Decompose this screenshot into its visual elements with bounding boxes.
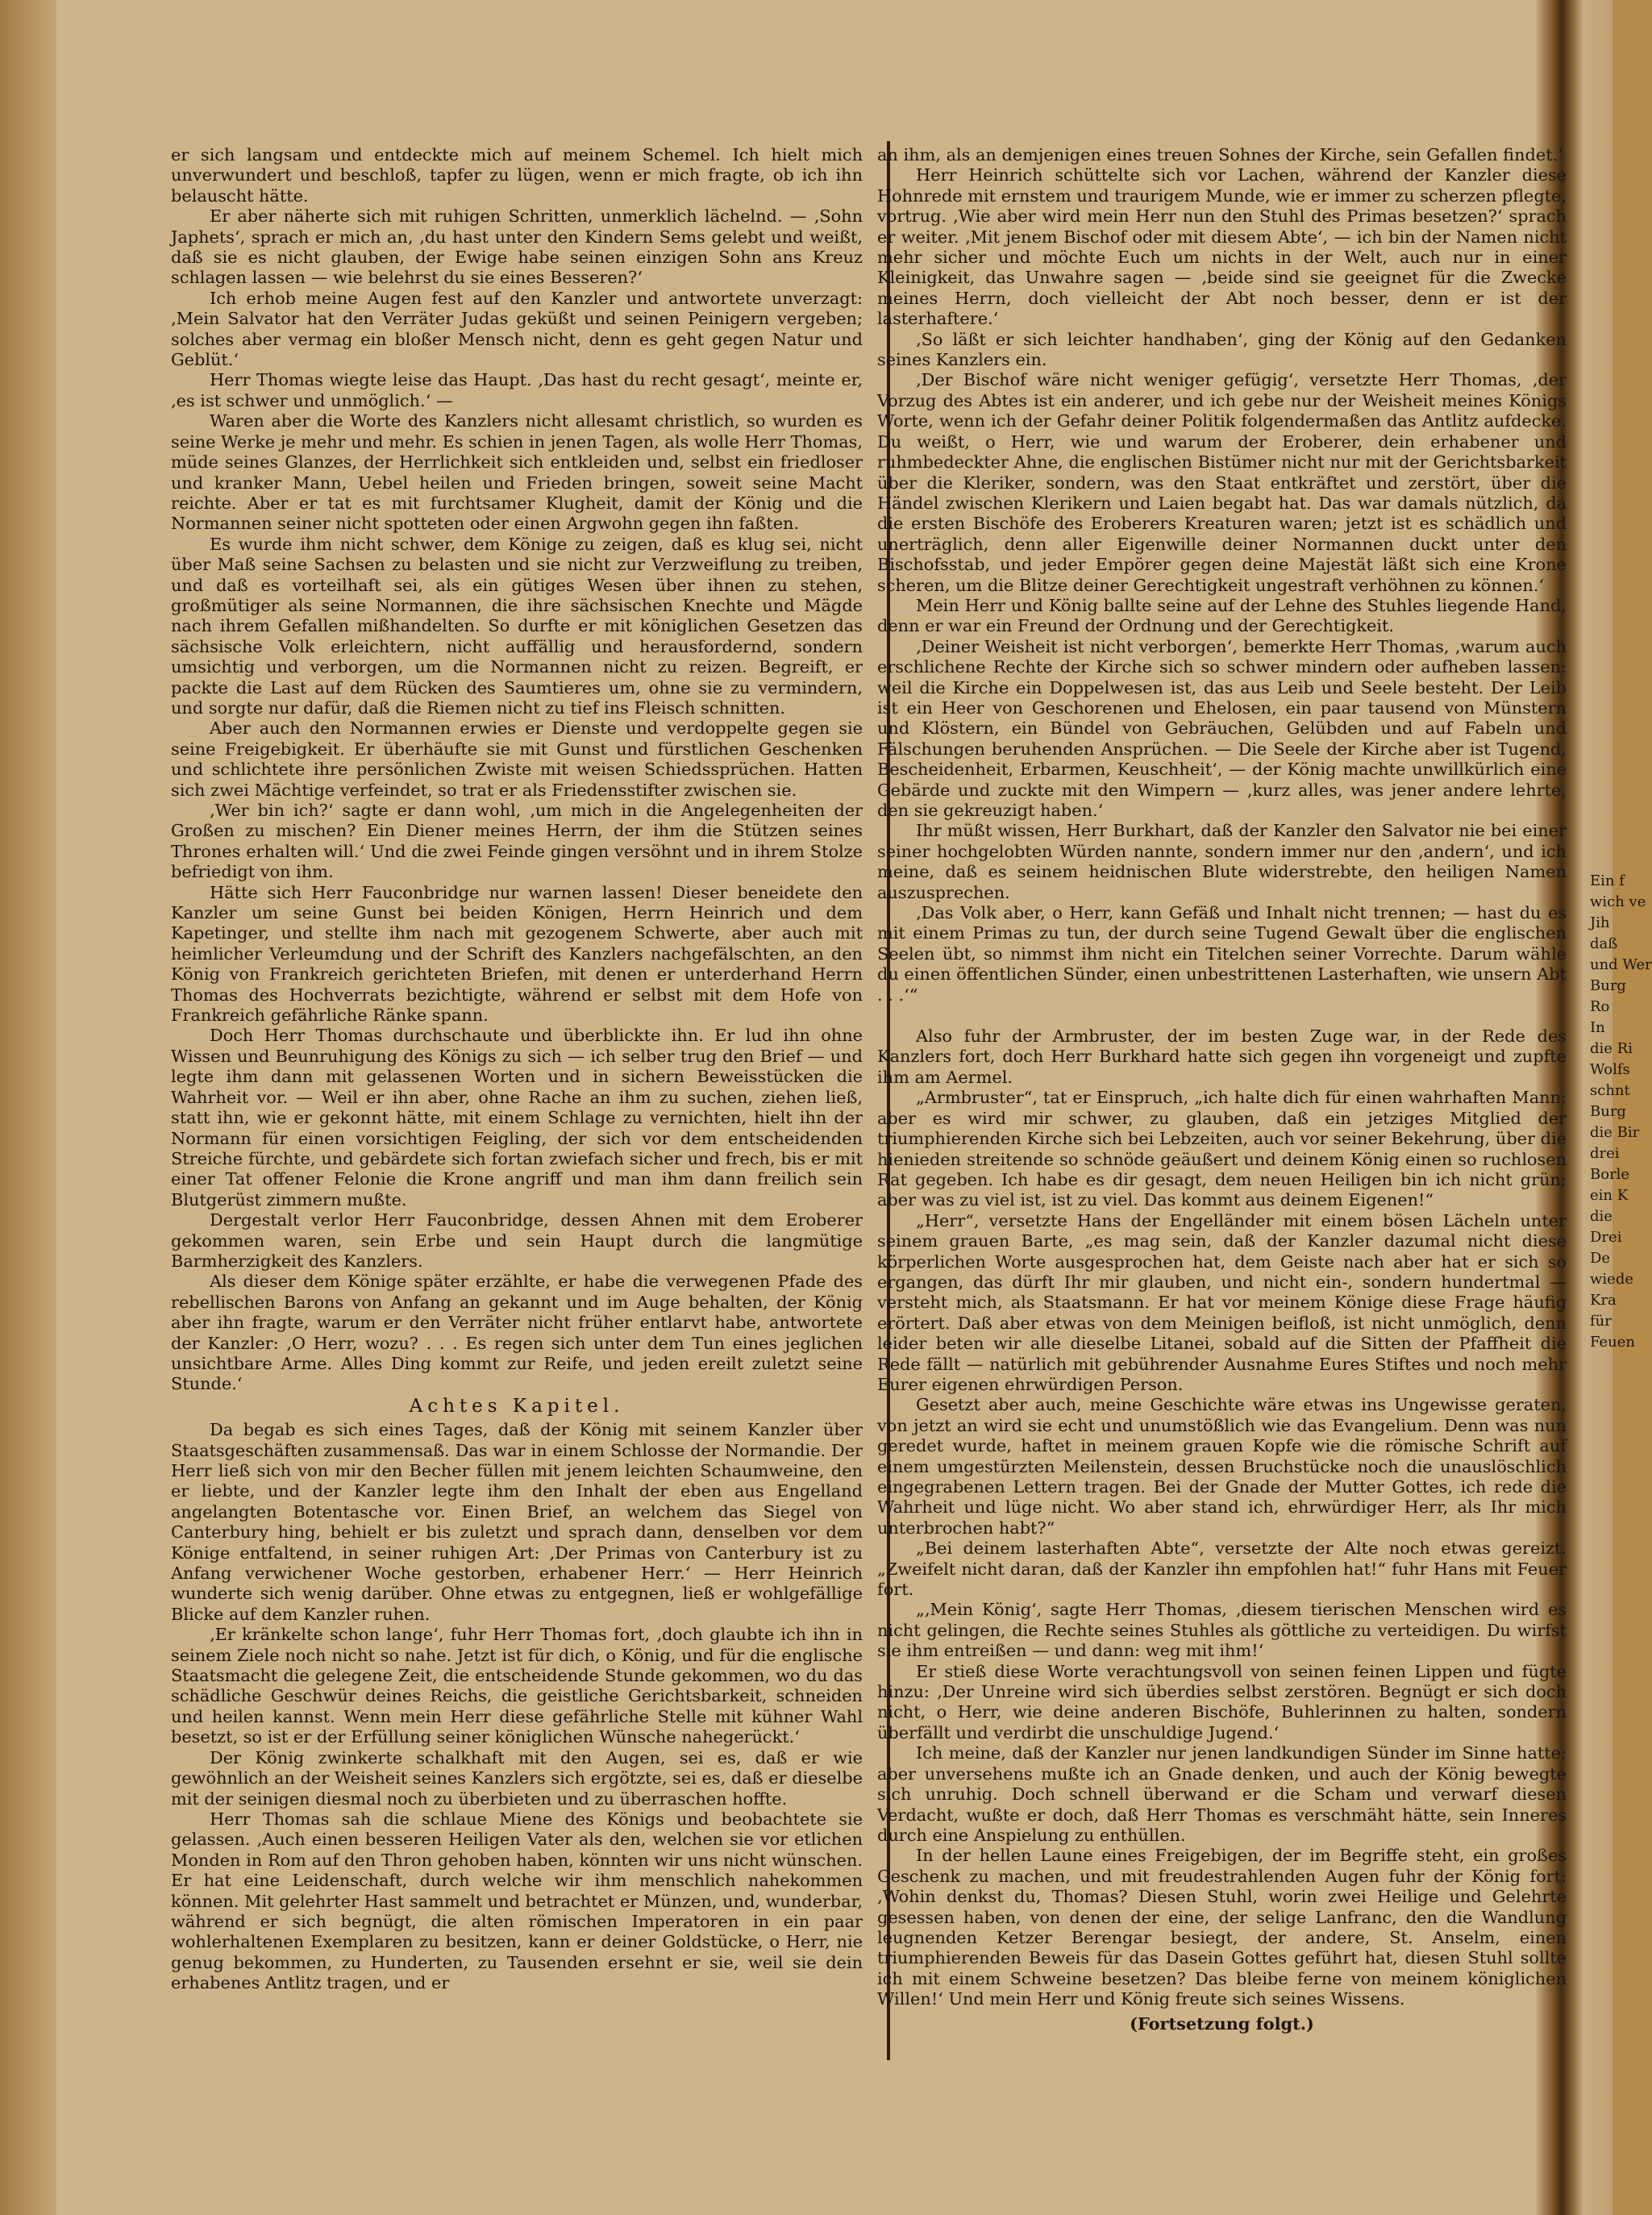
adjacent-page-line: Burg xyxy=(1590,977,1626,994)
left-text-column xyxy=(171,145,863,1994)
paragraph: an ihm, als an demjenigen eines treuen Sohnes der Kirche, sein Gefallen findet.‘ xyxy=(877,145,1563,164)
adjacent-page-fragment xyxy=(1590,871,1652,1597)
adjacent-page-line: Ein f xyxy=(1590,872,1625,889)
adjacent-page-line: und Wer xyxy=(1590,956,1652,973)
adjacent-page-line: wich ve xyxy=(1590,893,1646,910)
adjacent-page-line: daß xyxy=(1590,935,1618,952)
paragraph: Also fuhr der Armbruster, der im besten Zuge war, in der Rede des Kanzlers fort, doch Herr Burkhard hatte sich gegen ihn vorgeneigt und zupfte ihm am Aermel. xyxy=(877,1026,1567,1087)
paragraph: Herr Heinrich schüttelte sich vor Lachen, während der Kanzler diese Hohnrede mit ernstem und traurigem Munde, wie er immer zu scherzen pflegte, vortrug. ‚Wie aber wird mein Herr nun den Stuhl des Primas besetzen?‘ sprach er weiter. ‚Mit jenem Bischof oder mit diesem Abte‘, — ich bin der Namen nicht mehr sicher und möchte Euch um nichts in der Welt, auch nur in einer Kleinigkeit, das Unwahre sagen — ‚beide sind sie geeignet für die Zwecke meines Herrn, doch vielleicht der Abt noch besser, denn er ist der lasterhaftere.‘ xyxy=(877,165,1567,329)
adjacent-page-line: ein K xyxy=(1590,1187,1629,1204)
adjacent-page-line: In xyxy=(1590,1019,1605,1036)
paragraph: „Armbruster“, tat er Einspruch, „ich halte dich für einen wahrhaften Mann; aber es wird mir schwer, zu glauben, daß ein jetziges Mitglied der triumphierenden Kirche sich bei Lebzeiten, auch vor seiner Bekehrung, über die hienieden streitende so schnöde geäußert und deinem König einen so ruchlosen Rat gegeben. Ich habe es dir gesagt, dem neuen Heiligen bin ich nicht grün; aber was zu viel ist, ist zu viel. Das kommt aus deinem Eigenen!“ xyxy=(877,1088,1567,1210)
adjacent-page-line: Kra xyxy=(1590,1292,1617,1309)
paragraph: Es wurde ihm nicht schwer, dem Könige zu zeigen, daß es klug sei, nicht über Maß seine Sachsen zu belasten und sie nicht zur Verzweiflung zu treiben, und daß es vorteilhaft sei, als ein gütiges Wesen über ihnen zu stehen, großmütiger als seine Normannen, die ihre sächsischen Knechte und Mägde nach ihrem Gefallen mißhandelten. So durfte er mit königlichen Gesetzen das sächsische Volk erleichtern, nicht auffällig und herausfordernd, sondern umsichtig und verborgen, um die Normannen nicht zu reizen. Begreift, er packte die Last auf dem Rücken des Saumtieres um, ohne sie zu vermindern, und sorgte nur dafür, daß die Riemen nicht zu tief ins Fleisch schnitten. xyxy=(171,534,863,718)
paragraph: ‚Der Bischof wäre nicht weniger gefügig‘, versetzte Herr Thomas, ‚der Vorzug des Abtes ist ein anderer, und ich gebe nur der Weisheit meines Königs Worte, wenn ich der Gefahr deiner Politik folgendermaßen das Antlitz aufdecke. Du weißt, o Herr, wie und warum der Eroberer, dein erhabener und ruhmbedeckter Ahne, die englischen Bistümer nicht nur mit der Gerichtsbarkeit über die Kleriker, sondern, was den Staat entkräftet und zerstört, über die Händel zwischen Klerikern und Laien begabt hat. Das war damals nützlich, da die ersten Bischöfe des Eroberers Kreaturen waren; jetzt ist es schädlich und unerträglich, denn aller Eigenwille deiner Normannen duckt unter den Bischofsstab, und jeder Empörer gegen deine Majestät läßt sich eine Krone scheren, um die Blitze deiner Gerechtigkeit ungestraft verhöhnen zu können.‘ xyxy=(877,370,1567,595)
paragraph: Hätte sich Herr Fauconbridge nur warnen lassen! Dieser beneidete den Kanzler um seine Gunst bei beiden Königen, Herrn Heinrich und dem Kapetinger, und stellte ihm nach mit gezogenem Schwerte, aber auch mit heimlicher Verleumdung und der Schrift des Kanzlers nachgefälschten, an den König von Frankreich gerichteten Briefen, mit denen er unterderhand Herrn Thomas des Hochverrats bezichtigte, während er selbst mit dem Hofe von Frankreich gefährliche Ränke spann. xyxy=(171,882,863,1026)
paragraph: Ich meine, daß der Kanzler nur jenen landkundigen Sünder im Sinne hatte; aber unversehens mußte ich an Gnade denken, und auch der König bewegte sich unruhig. Doch schnell überwand er die Scham und verwarf diesen Verdacht, wußte er doch, daß Herr Thomas es verschmäht hätte, sein Inneres durch eine Anspielung zu enthüllen. xyxy=(877,1743,1567,1845)
adjacent-page-line: Feuen xyxy=(1590,1334,1635,1351)
paragraph: Aber auch den Normannen erwies er Dienste und verdoppelte gegen sie seine Freigebigkeit. Er überhäufte sie mit Gunst und fürstlichen Geschenken und schlichtete ihre persönlichen Zwiste mit weisen Schiedssprüchen. Hatten sich zwei Mächtige verfeindet, so trat er als Friedensstifter zwischen sie. xyxy=(171,718,863,800)
paragraph: Er stieß diese Worte verachtungsvoll von seinen feinen Lippen und fügte hinzu: ‚Der Unreine wird sich überdies selbst zerstören. Begnügt er sich doch nicht, o Herr, wie deine anderen Bischöfe, Buhlerinnen zu halten, sondern überfällt und verdirbt die unschuldige Jugend.‘ xyxy=(877,1661,1567,1742)
adjacent-page-line: Wolfs xyxy=(1590,1061,1630,1078)
paragraph: Gesetzt aber auch, meine Geschichte wäre etwas ins Ungewisse geraten, von jetzt an wird sie echt und unumstößlich wie das Evangelium. Denn was nun geredet wurde, haftet in meinem grauen Kopfe wie die römische Schrift auf einem umgestürzten Meilenstein, dessen Bruchstücke noch die unauslöschlich eingegrabenen Lettern tragen. Bei der Gnade der Mutter Gottes, ich rede die Wahrheit und lüge nicht. Wo aber stand ich, ehrwürdiger Herr, als Ihr mich unterbrochen habt?“ xyxy=(877,1395,1567,1538)
adjacent-page-line: drei xyxy=(1590,1145,1620,1162)
adjacent-page-line: wiede xyxy=(1590,1271,1633,1288)
right-text-column xyxy=(877,145,1567,2034)
adjacent-page-line: die Ri xyxy=(1590,1040,1633,1057)
paragraph: ‚Er kränkelte schon lange‘, fuhr Herr Thomas fort, ‚doch glaubte ich ihn in seinem Ziele noch nicht so nahe. Jetzt ist für dich, o König, und für die englische Staatsmacht die gelegene Zeit, die entscheidende Stunde gekommen, wo du das schädliche Geschwür deines Reichs, die geistliche Gerichtsbarkeit, schneiden und heilen kannst. Wenn mein Herr diese gefährliche Stelle mit kühner Wahl besetzt, so ist er der Erfüllung seiner königlichen Wünsche nahegerückt.‘ xyxy=(171,1625,863,1747)
paragraph: er sich langsam und entdeckte mich auf meinem Schemel. Ich hielt mich unverwundert und beschloß, tapfer zu lügen, wenn er mich fragte, ob ich ihn belauscht hätte. xyxy=(171,145,863,206)
paragraph: Mein Herr und König ballte seine auf der Lehne des Stuhles liegende Hand, denn er war ein Freund der Ordnung und der Gerechtigkeit. xyxy=(877,595,1567,636)
paragraph: Herr Thomas wiegte leise das Haupt. ‚Das hast du recht gesagt‘, meinte er, ‚es ist schwer und unmöglich.‘ — xyxy=(171,370,863,410)
paragraph: Der König zwinkerte schalkhaft mit den Augen, sei es, daß er wie gewöhnlich an der Weisheit seines Kanzlers sich ergötzte, sei es, daß er dieselbe mit der seinigen diesmal noch zu überbieten und zu überraschen hoffte. xyxy=(171,1747,863,1809)
paragraph: Da begab es sich eines Tages, daß der König mit seinem Kanzler über Staatsgeschäften zusammensaß. Das war in einem Schlosse der Normandie. Der Herr ließ sich von mir den Becher füllen mit jenem leichten Schaumweine, den er liebte, und der Kanzler legte ihm den Inhalt der eben aus Engelland angelangten Botentasche vor. Einen Brief, an welchem das Siegel von Canterbury hing, behielt er bis zuletzt und sprach dann, denselben vor dem Könige entfaltend, in seiner ruhigen Art: ‚Der Primas von Canterbury ist zu Anfang verwichener Woche gestorben, erhabener Herr.‘ — Herr Heinrich wunderte sich wenig darüber. Ohne etwas zu entgegnen, ließ er wohlgefällige Blicke auf dem Kanzler ruhen. xyxy=(171,1420,863,1624)
adjacent-page-line: Drei xyxy=(1590,1229,1622,1246)
paragraph: Als dieser dem Könige später erzählte, er habe die verwegenen Pfade des rebellischen Barons von Anfang an gekannt und im Auge behalten, der König aber ihn fragte, warum er den Verräter nicht früher entlarvt habe, antwortete der Kanzler: ‚O Herr, wozu? . . . Es regen sich unter dem Tun eines jeglichen unsichtbare Arme. Alles Ding kommt zur Reife, und jeden ereilt zuletzt seine Stunde.‘ xyxy=(171,1272,863,1394)
paragraph: ‚Wer bin ich?‘ sagte er dann wohl, ‚um mich in die Angelegenheiten der Großen zu mischen? Ein Diener meines Herrn, der ihm die Stützen seines Thrones erhalten will.‘ Und die zwei Feinde gingen versöhnt und in ihrem Stolze befriedigt von ihm. xyxy=(171,801,863,882)
paragraph: „Herr“, versetzte Hans der Engelländer mit einem bösen Lächeln unter seinem grauen Barte, „es mag sein, daß der Kanzler dazumal nicht diese körperlichen Worte ausgesprochen hat, dem Geiste nach aber hat er sich so ergangen, das dürft Ihr mir glauben, und nicht ein-, sondern hundertmal — versteht mich, als Staatsmann. Er hat vor meinem Könige diese Frage häufig erörtert. Daß aber etwas von dem Meinigen beifloß, ist nicht unmöglich, denn leider beten wir alle dieselbe Litanei, sobald auf die Sitten der Pfaffheit die Rede fällt — natürlich mit gebührender Ausnahme Eures Stiftes und noch mehr Eurer eigenen ehrwürdigen Person. xyxy=(877,1210,1567,1394)
adjacent-page-line: schnt xyxy=(1590,1082,1630,1099)
paragraph: Er aber näherte sich mit ruhigen Schritten, unmerklich lächelnd. — ‚Sohn Japhets‘, sprach er mich an, ‚du hast unter den Kindern Sems gelebt und weißt, daß sie es nicht glauben, der Ewige habe seinen einzigen Sohn ans Kreuz schlagen lassen — wie belehrst du sie eines Besseren?‘ xyxy=(171,206,863,288)
paragraph: Waren aber die Worte des Kanzlers nicht allesamt christlich, so wurden es seine Werke je mehr und mehr. Es schien in jenen Tagen, als wolle Herr Thomas, müde seines Glanzes, der Herrlichkeit sich entkleiden und, selbst ein friedloser und kranker Mann, Uebel heilen und Frieden bringen, soweit seine Macht reichte. Aber er tat es mit furchtsamer Klugheit, damit der König und die Normannen seiner nicht spotteten oder einen Argwohn gegen ihn faßten. xyxy=(171,411,863,534)
paragraph: ‚Deiner Weisheit ist nicht verborgen‘, bemerkte Herr Thomas, ‚warum auch erschlichene Rechte der Kirche sich so schwer mindern oder aufheben lassen: weil die Kirche ein Doppelwesen ist, das aus Leib und Seele besteht. Der Leib ist ein Heer von Geschorenen und Ehelosen, ein paar tausend von Münstern und Klöstern, ein Bündel von Gebräuchen, Gelübden und auf Fabeln und Fälschungen beruhenden Ansprüchen. — Die Seele der Kirche aber ist Tugend, Bescheidenheit, Erbarmen, Keuschheit‘, — der König machte unwillkürlich eine Gebärde und zuckte mit den Wimpern — ‚kurz alles, was jener andere lehrte, den sie gekreuzigt haben.‘ xyxy=(877,636,1567,820)
chapter-heading: Achtes Kapitel. xyxy=(409,1395,625,1417)
adjacent-page-line: Ro xyxy=(1590,998,1610,1015)
paragraph: Herr Thomas sah die schlaue Miene des Königs und beobachtete sie gelassen. ‚Auch einen besseren Heiligen Vater als den, welchen sie vor etlichen Monden in Rom auf den Thron gehoben haben, könnten wir uns nicht wünschen. Er hat eine Leidenschaft, durch welche wir ihm menschlich nahekommen können. Mit gelehrter Hast sammelt und betrachtet er Münzen, und, wunderbar, während er sich begnügt, die alten römischen Imperatoren in ein paar wohlerhaltenen Exemplaren zu besitzen, kann er deiner Goldstücke, o Herr, nie genug bekommen, zu Hunderten, zu Tausenden ersehnt er sie, weil sie dein erhabenes Antlitz tragen, und er xyxy=(171,1809,863,1993)
adjacent-page-line: die Bir xyxy=(1590,1124,1640,1141)
paragraph: In der hellen Laune eines Freigebigen, der im Begriffe steht, ein großes Geschenk zu machen, und mit freudestrahlenden Augen fuhr der König fort: ‚Wohin denkst du, Thomas? Diesen Stuhl, worin zwei Heilige und Gelehrte gesessen haben, von denen der eine, der selige Lanfranc, den die Wandlung leugnenden Ketzer Berengar besiegt, der andere, St. Anselm, einen triumphierenden Beweis für das Dasein Gottes geführt hat, diesen Stuhl sollte ich mit einem Schweine besetzen? Das bleibe ferne von meinem königlichen Willen!‘ Und mein Herr und König freute sich seines Wissens. xyxy=(877,1846,1567,2009)
adjacent-page-line: De xyxy=(1590,1250,1611,1267)
paragraph: Dergestalt verlor Herr Fauconbridge, dessen Ahnen mit dem Eroberer gekommen waren, sein Erbe und sein Haupt durch die langmütige Barmherzigkeit des Kanzlers. xyxy=(171,1210,863,1271)
adjacent-page-line: Jih xyxy=(1590,914,1610,931)
adjacent-page-line: Borle xyxy=(1590,1166,1630,1183)
paragraph: „Bei deinem lasterhaften Abte“, versetzte der Alte noch etwas gereizt. „Zweifelt nicht daran, daß der Kanzler ihn empfohlen hat!“ fuhr Hans mit Feuer fort. xyxy=(877,1538,1567,1600)
continued-note: (Fortsetzung folgt.) xyxy=(1130,2013,1314,2034)
paragraph: ‚So läßt er sich leichter handhaben‘, ging der König auf den Gedanken seines Kanzlers ein. xyxy=(877,329,1567,370)
page-edge-shadow xyxy=(0,0,56,2215)
paragraph: Ich erhob meine Augen fest auf den Kanzler und antwortete unverzagt: ‚Mein Salvator hat den Verräter Judas geküßt und seinen Peinigern vergeben; solches aber vermag ein bloßer Mensch nicht, denn es geht gegen Natur und Geblüt.‘ xyxy=(171,288,863,370)
adjacent-page-line: Burg xyxy=(1590,1103,1626,1120)
adjacent-page-line: die xyxy=(1590,1208,1612,1225)
paragraph: Ihr müßt wissen, Herr Burkhart, daß der Kanzler den Salvator nie bei einer seiner hochgelobten Würden nannte, sondern immer nur den ‚andern‘, und ich meine, daß es seinem heidnischen Blute widerstrebte, den heiligen Namen auszusprechen. xyxy=(877,821,1567,902)
paragraph: Doch Herr Thomas durchschaute und überblickte ihn. Er lud ihn ohne Wissen und Beunruhigung des Königs zu sich — ich selber trug den Brief — und legte ihm dann mit gelassenen Worten und in sichern Beweisstücken die Wahrheit vor. — Weil er ihn aber, ohne Rache an ihm zu suchen, ziehen ließ, statt ihn, wie er gekonnt hätte, mit einem Schlage zu vernichten, hielt ihn der Normann für einen vorsichtigen Feigling, der sich vor dem entscheidenden Streiche fürchte, und gebärdete sich fortan zwiefach sicher und frech, bis er mit einer Tat offener Felonie die Krone angriff und man ihm dann freilich sein Blutgerüst zimmern mußte. xyxy=(171,1026,863,1210)
adjacent-page-line: für xyxy=(1590,1313,1612,1330)
paragraph: ‚Das Volk aber, o Herr, kann Gefäß und Inhalt nicht trennen; — hast du es mit einem Primas zu tun, der durch seine Tugend Gewalt über die englischen Seelen übt, so nimmst ihm nicht ein Titelchen seiner Vorrechte. Darum wähle du einen öffentlichen Sünder, einen unbestrittenen Lasterhaften, wie unsern Abt . . .‘“ xyxy=(877,903,1567,1005)
section-gap xyxy=(877,1005,1567,1026)
paragraph: „‚Mein König‘, sagte Herr Thomas, ‚diesem tierischen Menschen wird es nicht gelingen, die Rechte seines Stuhles als göttliche zu verteidigen. Du wirfst sie ihm entreißen — und dann: weg mit ihm!‘ xyxy=(877,1600,1567,1661)
